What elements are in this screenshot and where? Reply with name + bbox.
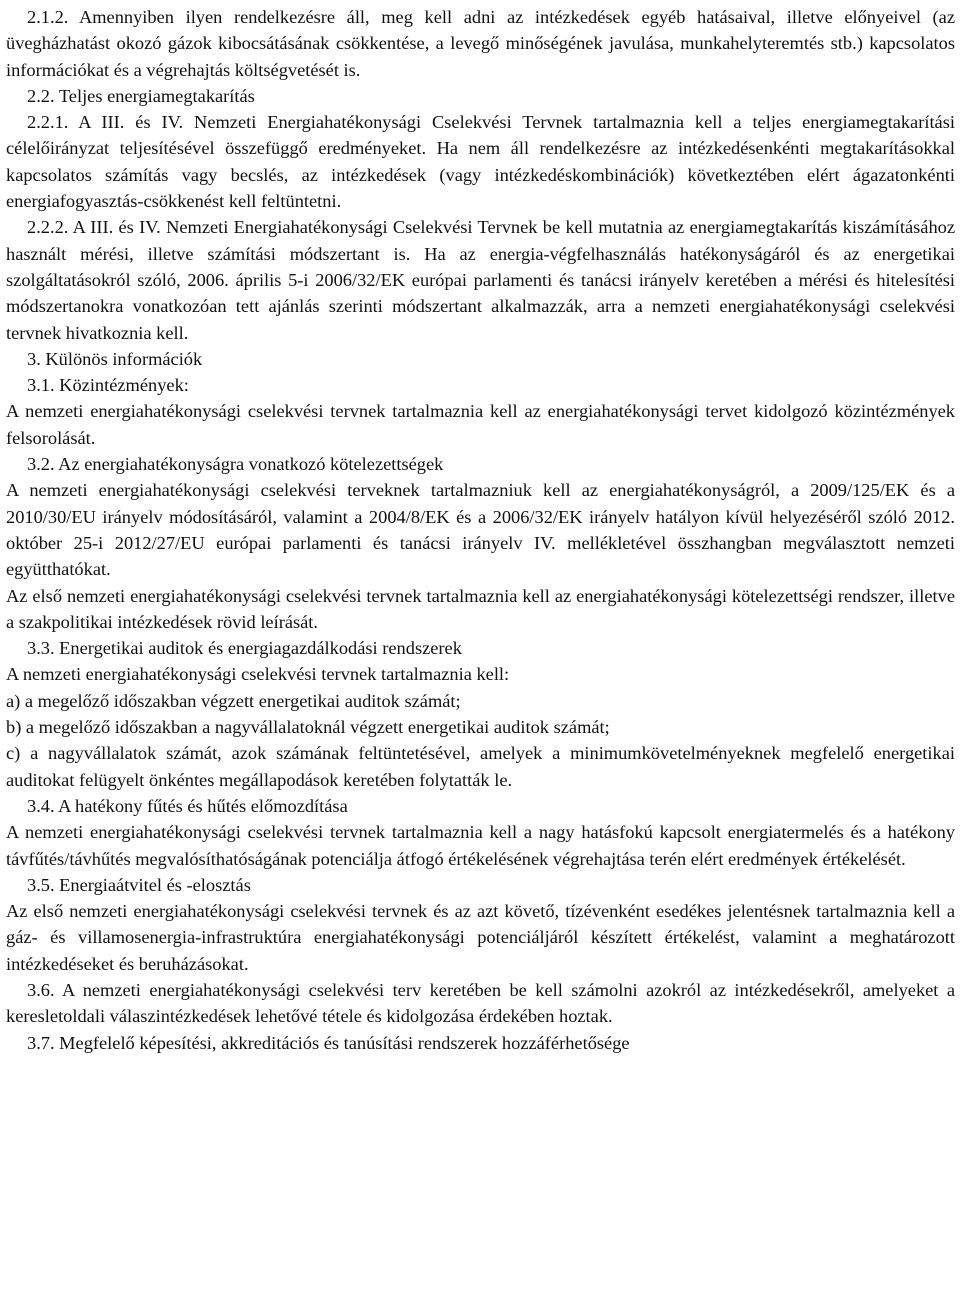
heading-3-3: 3.3. Energetikai auditok és energiagazdálkodási rendszerek bbox=[27, 638, 462, 659]
paragraph-3-3: A nemzeti energiahatékonysági cselekvési tervnek tartalmaznia kell: bbox=[6, 664, 510, 685]
list-item-3-3-b: b) a megelőző időszakban a nagyvállalatoknál végzett energetikai auditok számát; bbox=[6, 717, 610, 738]
paragraph-3-2-b: Az első nemzeti energiahatékonysági cselekvési tervnek tartalmaznia kell az energiahatékonysági kötelezettségi rendszer, illetve a szakpolitikai intézkedések rövid leírását. bbox=[6, 585, 955, 632]
paragraph-3-2-a: A nemzeti energiahatékonysági cselekvési terveknek tartalmazniuk kell az energiahatékonyságról, a 2009/125/EK és a 2010/30/EU irányelv módosításáról, valamint a 2004/8/EK és a 2006/32/EK irányelv hatályon kívül helyezéséről szóló 2012. október 25-i 2012/27/EU európai parlamenti és tanácsi irányelv IV. mellékletével összhangban megválasztott nemzeti együtthatókat. bbox=[6, 480, 955, 580]
paragraph-3-4: A nemzeti energiahatékonysági cselekvési tervnek tartalmaznia kell a nagy hatásfokú kapcsolt energiatermelés és a hatékony távfűtés/távhűtés megvalósíthatóságának potenciálja átfogó értékelésének végrehajtása terén elért eredmények értékelését. bbox=[6, 822, 955, 869]
paragraph-2-1-2: 2.1.2. Amennyiben ilyen rendelkezésre áll, meg kell adni az intézkedések egyéb hatásaival, illetve előnyeivel (az üvegházhatást okozó gázok kibocsátásának csökkentése, a levegő minőségének javulása, munkahelyteremtés stb.) kapcsolatos információkat és a végrehajtás költségvetését is. bbox=[6, 7, 955, 80]
paragraph-2-2-2: 2.2.2. A III. és IV. Nemzeti Energiahatékonysági Cselekvési Tervnek be kell mutatnia az energiamegtakarítás kiszámításához használt mérési, illetve számítási módszertant is. Ha az energia-végfelhasználás hatékonyságáról és az energetikai szolgáltatásokról szóló, 2006. április 5-i 2006/32/EK európai parlamenti és tanácsi irányelv keretében a mérési és hitelesítési módszertanokra vonatkozóan tett ajánlás szerinti módszertant alkalmazzák, arra a nemzeti energiahatékonysági cselekvési tervnek hivatkoznia kell. bbox=[6, 217, 955, 343]
heading-2-2: 2.2. Teljes energiamegtakarítás bbox=[27, 85, 255, 106]
heading-3-2: 3.2. Az energiahatékonyságra vonatkozó kötelezettségek bbox=[27, 454, 444, 475]
heading-3: 3. Különös információk bbox=[27, 348, 203, 369]
heading-3-4: 3.4. A hatékony fűtés és hűtés előmozdítása bbox=[27, 795, 348, 816]
list-item-3-3-a: a) a megelőző időszakban végzett energetikai auditok számát; bbox=[6, 690, 461, 711]
list-item-3-3-c: c) a nagyvállalatok számát, azok számának feltüntetésével, amelyek a minimumkövetelményeknek megfelelő energetikai auditokat felügyelt önkéntes megállapodások keretében folytatták le. bbox=[6, 743, 955, 790]
paragraph-3-5: Az első nemzeti energiahatékonysági cselekvési tervnek és az azt követő, tízévenként esedékes jelentésnek tartalmaznia kell a gáz- és villamosenergia-infrastruktúra energiahatékonysági potenciáljáról készített értékelést, valamint a meghatározott intézkedéseket és beruházásokat. bbox=[6, 901, 955, 974]
paragraph-3-6: 3.6. A nemzeti energiahatékonysági cselekvési terv keretében be kell számolni azokról az intézkedésekről, amelyeket a keresletoldali válaszintézkedések lehetővé tétele és kidolgozása érdekében hoztak. bbox=[6, 979, 955, 1027]
heading-3-5: 3.5. Energiaátvitel és -elosztás bbox=[27, 874, 251, 895]
paragraph-2-2-1: 2.2.1. A III. és IV. Nemzeti Energiahatékonysági Cselekvési Tervnek tartalmaznia kell a teljes energiamegtakarítási célelőirányzat teljesítésével összefüggő eredményeket. Ha nem áll rendelkezésre az intézkedésenkénti megtakarításokkal kapcsolatos számítás vagy becslés, az intézkedések (vagy intézkedéskombinációk) következtében elért ágazatonkénti energiafogyasztás-csökkenést kell feltüntetni. bbox=[6, 112, 955, 212]
heading-3-7: 3.7. Megfelelő képesítési, akkreditációs és tanúsítási rendszerek hozzáférhetősége bbox=[27, 1032, 630, 1053]
paragraph-3-1: A nemzeti energiahatékonysági cselekvési tervnek tartalmaznia kell az energiahatékonysági tervet kidolgozó közintézmények felsorolását. bbox=[6, 401, 955, 448]
heading-3-1: 3.1. Közintézmények: bbox=[27, 375, 189, 396]
